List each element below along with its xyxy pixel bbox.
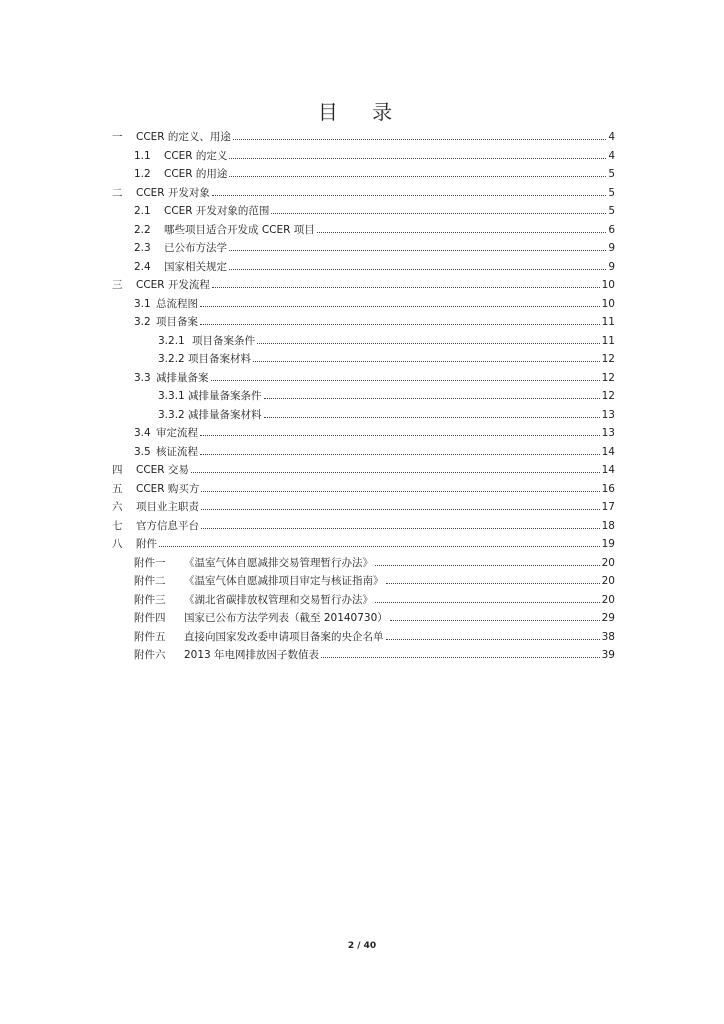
toc-entry-page: 20: [601, 556, 615, 569]
toc-entry-number: 附件一: [134, 556, 166, 569]
toc-entry-page: 12: [601, 390, 615, 402]
toc-entry-label: 审定流程: [156, 427, 198, 439]
toc-entry-number: 附件二: [134, 575, 166, 587]
toc-entry[interactable]: [112, 572, 615, 591]
toc-entry[interactable]: [112, 295, 615, 314]
dot-leader: [159, 546, 600, 547]
dot-leader: [317, 232, 607, 233]
toc-entry-number: 2.1: [134, 205, 151, 217]
dot-leader: [386, 583, 600, 584]
toc-entry[interactable]: [112, 535, 615, 554]
toc-entry-page: 16: [601, 482, 615, 495]
dot-leader: [264, 417, 600, 418]
toc-entry-number: 3.5: [134, 445, 151, 458]
toc-entry-number: 二: [112, 186, 123, 199]
toc-entry[interactable]: [112, 258, 615, 277]
toc-entry-label: 项目备案材料: [188, 353, 251, 365]
toc-entry-page: 39: [601, 649, 615, 661]
dot-leader: [375, 565, 600, 566]
toc-entry[interactable]: [112, 202, 615, 221]
dot-leader: [321, 657, 600, 658]
dot-leader: [264, 398, 600, 399]
dot-leader: [257, 343, 600, 344]
toc-entry-number: 2.2: [134, 223, 151, 236]
dot-leader: [200, 435, 600, 436]
dot-leader: [229, 250, 606, 251]
toc-entry-page: 11: [601, 316, 615, 328]
toc-entry[interactable]: [112, 332, 615, 351]
toc-entry-number: 附件五: [134, 630, 166, 643]
toc-entry-page: 29: [601, 612, 615, 624]
toc-entry-label: 官方信息平台: [136, 519, 199, 532]
dot-leader: [375, 602, 600, 603]
toc-entry-label: 《湖北省碳排放权管理和交易暂行办法》: [184, 593, 373, 606]
toc-entry-page: 18: [601, 519, 615, 532]
toc-entry[interactable]: [112, 313, 615, 332]
toc-entry-number: 1.2: [134, 168, 151, 180]
toc-entry-page: 19: [601, 538, 615, 550]
toc-entry-page: 10: [601, 297, 615, 310]
toc-entry-label: CCER 开发流程: [136, 279, 210, 291]
dot-leader: [271, 213, 606, 214]
toc-entry-number: 四: [112, 464, 123, 476]
toc-entry-page: 14: [601, 445, 615, 458]
toc-entry-page: 4: [608, 131, 615, 143]
toc-entry[interactable]: [112, 424, 615, 443]
toc-entry-number: 3.4: [134, 427, 151, 439]
toc-entry[interactable]: [112, 276, 615, 295]
dot-leader: [212, 195, 606, 196]
toc-entry-page: 12: [601, 371, 615, 384]
dot-leader: [229, 176, 606, 177]
dot-leader: [200, 306, 600, 307]
dot-leader: [201, 528, 600, 529]
toc-entry-label: 哪些项目适合开发成 CCER 项目: [164, 223, 315, 236]
toc-entry-number: 1.1: [134, 149, 151, 162]
toc-entry-number: 七: [112, 519, 123, 532]
toc-entry[interactable]: [112, 165, 615, 184]
toc-entry[interactable]: [112, 517, 615, 536]
toc-entry-page: 9: [608, 242, 615, 254]
toc-entry[interactable]: [112, 239, 615, 258]
toc-entry-number: 附件六: [134, 649, 166, 661]
toc-entry-number: 八: [112, 538, 123, 550]
toc-entry-number: 附件三: [134, 593, 166, 606]
toc-entry-page: 4: [608, 149, 615, 162]
toc-entry-label: 《温室气体自愿减排交易管理暂行办法》: [184, 556, 373, 569]
toc-entry[interactable]: [112, 554, 615, 573]
toc-entry-page: 6: [608, 223, 615, 236]
toc-entry[interactable]: [112, 609, 615, 628]
toc-entry-label: 已公布方法学: [164, 242, 227, 254]
toc-entry-number: 一: [112, 131, 123, 143]
toc-entry-page: 5: [608, 168, 615, 180]
dot-leader: [229, 158, 606, 159]
toc-entry[interactable]: [112, 498, 615, 517]
toc-entry-number: 2.4: [134, 260, 151, 273]
toc-entry-label: 2013 年电网排放因子数值表: [184, 649, 320, 661]
toc-entry[interactable]: [112, 461, 615, 480]
toc-entry-label: 国家相关规定: [164, 260, 227, 273]
toc-entry-number: 五: [112, 482, 123, 495]
toc-entry-page: 5: [608, 205, 615, 217]
toc-entry-label: CCER 交易: [136, 464, 189, 476]
toc-entry[interactable]: [112, 387, 615, 406]
dot-leader: [386, 639, 600, 640]
toc-entry-page: 10: [601, 279, 615, 291]
toc-entry-label: CCER 开发对象: [136, 186, 210, 199]
toc-entry-number: 3.3: [134, 371, 151, 384]
toc-entry-label: 减排量备案: [156, 371, 209, 384]
toc-entry[interactable]: [112, 128, 615, 147]
toc-entry[interactable]: [112, 628, 615, 647]
toc-entry-label: CCER 开发对象的范围: [164, 205, 270, 217]
dot-leader: [212, 287, 600, 288]
toc-entry[interactable]: [112, 369, 615, 388]
dot-leader: [390, 620, 600, 621]
toc-entry-number: 三: [112, 279, 123, 291]
toc-entry-label: CCER 购买方: [136, 482, 200, 495]
toc-entry-label: CCER 的定义: [164, 149, 228, 162]
toc-entry[interactable]: [112, 406, 615, 425]
toc-entry-label: 总流程图: [156, 297, 198, 310]
toc-entry-page: 20: [601, 575, 615, 587]
toc-entry-label: 项目备案条件: [192, 334, 255, 347]
toc-entry-label: 减排量备案材料: [188, 408, 262, 421]
toc-entry-page: 13: [601, 427, 615, 439]
dot-leader: [201, 491, 599, 492]
toc-entry-number: 3.2: [134, 316, 151, 328]
dot-leader: [200, 324, 600, 325]
toc-entry-label: CCER 的用途: [164, 168, 228, 180]
toc-entry-label: 直接向国家发改委申请项目备案的央企名单: [184, 630, 384, 643]
dot-leader: [211, 380, 600, 381]
toc-entry-page: 13: [601, 408, 615, 421]
toc-title: 目 录: [317, 100, 407, 124]
toc-entry-label: 附件: [136, 538, 157, 550]
toc-entry[interactable]: [112, 221, 615, 240]
page-number-footer: 2 / 40: [347, 941, 377, 951]
toc-entry[interactable]: [112, 646, 615, 665]
toc-entry-page: 9: [608, 260, 615, 273]
toc-entry[interactable]: [112, 443, 615, 462]
toc-entry-number: 3.2.1: [158, 334, 185, 347]
dot-leader: [191, 472, 600, 473]
dot-leader: [253, 361, 600, 362]
toc-entry-page: 38: [601, 630, 615, 643]
toc-entry[interactable]: [112, 591, 615, 610]
toc-entry[interactable]: [112, 184, 615, 203]
dot-leader: [201, 509, 600, 510]
toc-entry-number: 3.3.2: [158, 408, 185, 421]
toc-entry-page: 17: [601, 501, 615, 513]
toc-entry-number: 3.1: [134, 297, 151, 310]
toc-entry-number: 3.3.1: [158, 390, 185, 402]
toc-entry-page: 12: [601, 353, 615, 365]
toc-entry-number: 2.3: [134, 242, 151, 254]
toc-entry-label: 核证流程: [156, 445, 198, 458]
toc-entry-page: 5: [608, 186, 615, 199]
toc-entry-page: 20: [601, 593, 615, 606]
toc-entry[interactable]: [112, 480, 615, 499]
dot-leader: [200, 454, 600, 455]
toc-entry[interactable]: [112, 350, 615, 369]
toc-entry-label: CCER 的定义、用途: [136, 131, 231, 143]
table-of-contents: [112, 128, 615, 665]
toc-entry-label: 国家已公布方法学列表（截至 20140730）: [184, 612, 388, 624]
toc-entry-label: 项目备案: [156, 316, 198, 328]
toc-entry-number: 六: [112, 501, 123, 513]
dot-leader: [233, 139, 606, 140]
toc-entry-page: 11: [601, 334, 615, 347]
toc-entry-label: 《温室气体自愿减排项目审定与核证指南》: [184, 575, 384, 587]
toc-entry[interactable]: [112, 147, 615, 166]
toc-entry-page: 14: [601, 464, 615, 476]
toc-entry-label: 项目业主职责: [136, 501, 199, 513]
toc-entry-label: 减排量备案条件: [188, 390, 262, 402]
dot-leader: [229, 269, 606, 270]
toc-entry-number: 附件四: [134, 612, 166, 624]
toc-entry-number: 3.2.2: [158, 353, 185, 365]
